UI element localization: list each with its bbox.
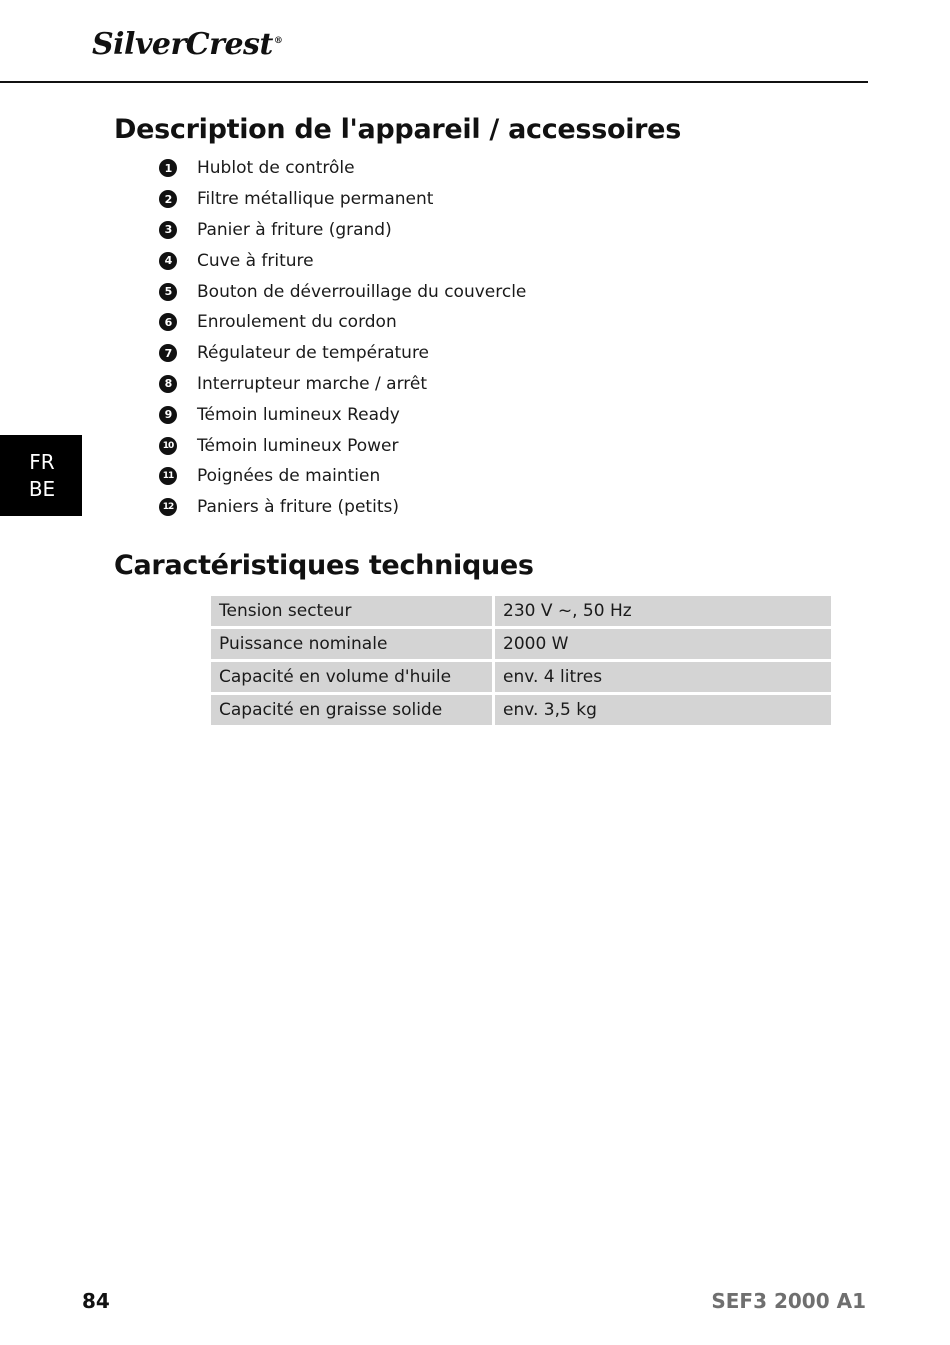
page-number: 84 bbox=[82, 1289, 110, 1313]
list-item bbox=[159, 153, 526, 184]
spec-value: env. 4 litres bbox=[495, 662, 831, 692]
item-number-badge: 12 bbox=[159, 498, 177, 516]
item-label: Hublot de contrôle bbox=[197, 158, 355, 179]
item-label: Panier à friture (grand) bbox=[197, 219, 392, 240]
item-label: Paniers à friture (petits) bbox=[197, 497, 399, 518]
list-item bbox=[159, 399, 526, 430]
tech-section-title: Caractéristiques techniques bbox=[114, 550, 534, 581]
language-code-fr: FR bbox=[29, 449, 55, 474]
item-label: Filtre métallique permanent bbox=[197, 189, 434, 210]
item-label: Régulateur de température bbox=[197, 343, 430, 364]
item-label: Témoin lumineux Ready bbox=[197, 404, 400, 425]
list-item bbox=[159, 492, 526, 523]
item-label: Cuve à friture bbox=[197, 250, 314, 271]
parts-section-title: Description de l'appareil / accessoires bbox=[114, 114, 681, 145]
list-item bbox=[159, 184, 526, 215]
list-item bbox=[159, 276, 526, 307]
language-code-be: BE bbox=[28, 476, 56, 501]
spec-label: Capacité en graisse solide bbox=[211, 695, 492, 725]
item-number-badge: 10 bbox=[159, 437, 177, 455]
item-number-badge: 11 bbox=[159, 467, 177, 485]
spec-value: 2000 W bbox=[495, 629, 831, 659]
item-number-badge: 4 bbox=[159, 252, 177, 270]
table-row bbox=[211, 662, 831, 692]
list-item bbox=[159, 461, 526, 492]
specifications-table bbox=[208, 593, 834, 728]
list-item bbox=[159, 430, 526, 461]
list-item bbox=[159, 338, 526, 369]
model-number: SEF3 2000 A1 bbox=[711, 1289, 866, 1313]
item-label: Témoin lumineux Power bbox=[197, 435, 399, 456]
item-label: Bouton de déverrouillage du couvercle bbox=[197, 281, 527, 302]
spec-label: Puissance nominale bbox=[211, 629, 492, 659]
item-number-badge: 5 bbox=[159, 283, 177, 301]
list-item bbox=[159, 369, 526, 400]
registered-mark: ® bbox=[273, 36, 283, 46]
header-divider bbox=[0, 81, 868, 83]
item-number-badge: 7 bbox=[159, 344, 177, 362]
item-number-badge: 2 bbox=[159, 190, 177, 208]
spec-label: Tension secteur bbox=[211, 596, 492, 626]
table-row bbox=[211, 695, 831, 725]
list-item bbox=[159, 245, 526, 276]
item-number-badge: 9 bbox=[159, 406, 177, 424]
brand-name: SilverCrest bbox=[92, 27, 273, 62]
brand-logo bbox=[92, 27, 283, 62]
parts-list bbox=[159, 153, 526, 523]
spec-value: 230 V ~, 50 Hz bbox=[495, 596, 831, 626]
list-item bbox=[159, 215, 526, 246]
language-tab bbox=[0, 435, 82, 516]
spec-label: Capacité en volume d'huile bbox=[211, 662, 492, 692]
item-label: Enroulement du cordon bbox=[197, 312, 397, 333]
table-row bbox=[211, 596, 831, 626]
list-item bbox=[159, 307, 526, 338]
item-number-badge: 1 bbox=[159, 159, 177, 177]
item-number-badge: 6 bbox=[159, 313, 177, 331]
table-row bbox=[211, 629, 831, 659]
item-number-badge: 8 bbox=[159, 375, 177, 393]
item-label: Poignées de maintien bbox=[197, 466, 381, 487]
item-number-badge: 3 bbox=[159, 221, 177, 239]
item-label: Interrupteur marche / arrêt bbox=[197, 373, 428, 394]
spec-value: env. 3,5 kg bbox=[495, 695, 831, 725]
